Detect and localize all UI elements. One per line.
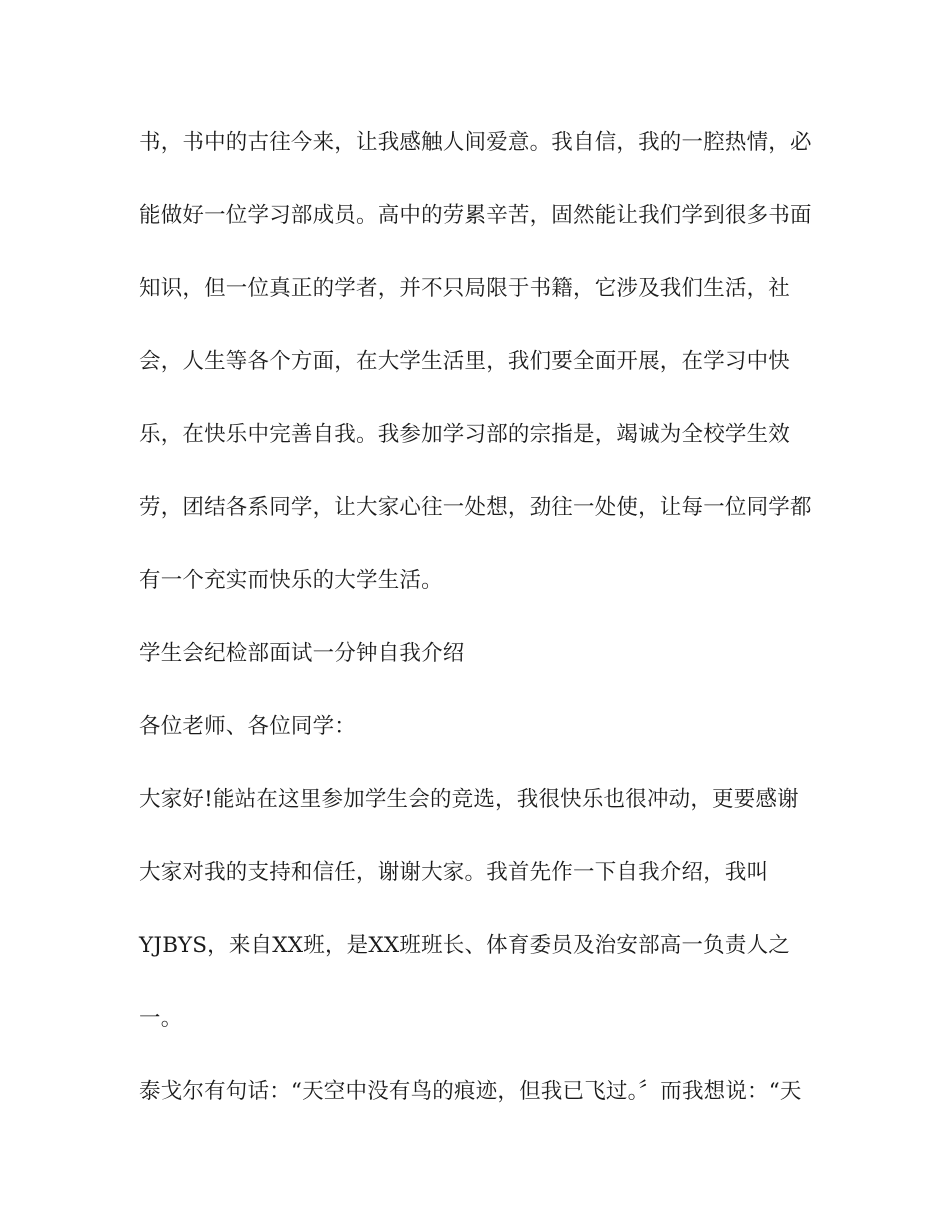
salutation: 各位老师、各位同学：	[139, 714, 357, 739]
paragraph-line: 会，人生等各个方面，在大学生活里，我们要全面开展，在学习中快	[139, 349, 791, 374]
paragraph-line: 大家好!能站在这里参加学生会的竞选，我很快乐也很冲动，更要感谢	[139, 787, 799, 812]
paragraph-line: 大家对我的支持和信任，谢谢大家。我首先作一下自我介绍，我叫	[139, 860, 769, 885]
paragraph-line: 能做好一位学习部成员。高中的劳累辛苦，固然能让我们学到很多书面	[139, 203, 812, 228]
paragraph-line: 乐，在快乐中完善自我。我参加学习部的宗指是，竭诚为全校学生效	[139, 422, 791, 447]
section-heading: 学生会纪检部面试一分钟自我介绍	[139, 641, 465, 666]
paragraph-line: 泰戈尔有句话：“天空中没有鸟的痕迹，但我已飞过。〞而我想说：“天	[139, 1079, 802, 1104]
paragraph-line: 劳，团结各系同学，让大家心往一处想，劲往一处使，让每一位同学都	[139, 495, 812, 520]
paragraph-line: 书，书中的古往今来，让我感触人间爱意。我自信，我的一腔热情，必	[139, 130, 812, 155]
paragraph-line: YJBYS，来自XX班，是XX班班长、体育委员及治安部高一负责人之	[139, 933, 790, 958]
paragraph-line: 一。	[139, 1006, 183, 1031]
paragraph-line: 有一个充实而快乐的大学生活。	[139, 568, 443, 593]
paragraph-line: 知识，但一位真正的学者，并不只局限于书籍，它涉及我们生活，社	[139, 276, 791, 301]
